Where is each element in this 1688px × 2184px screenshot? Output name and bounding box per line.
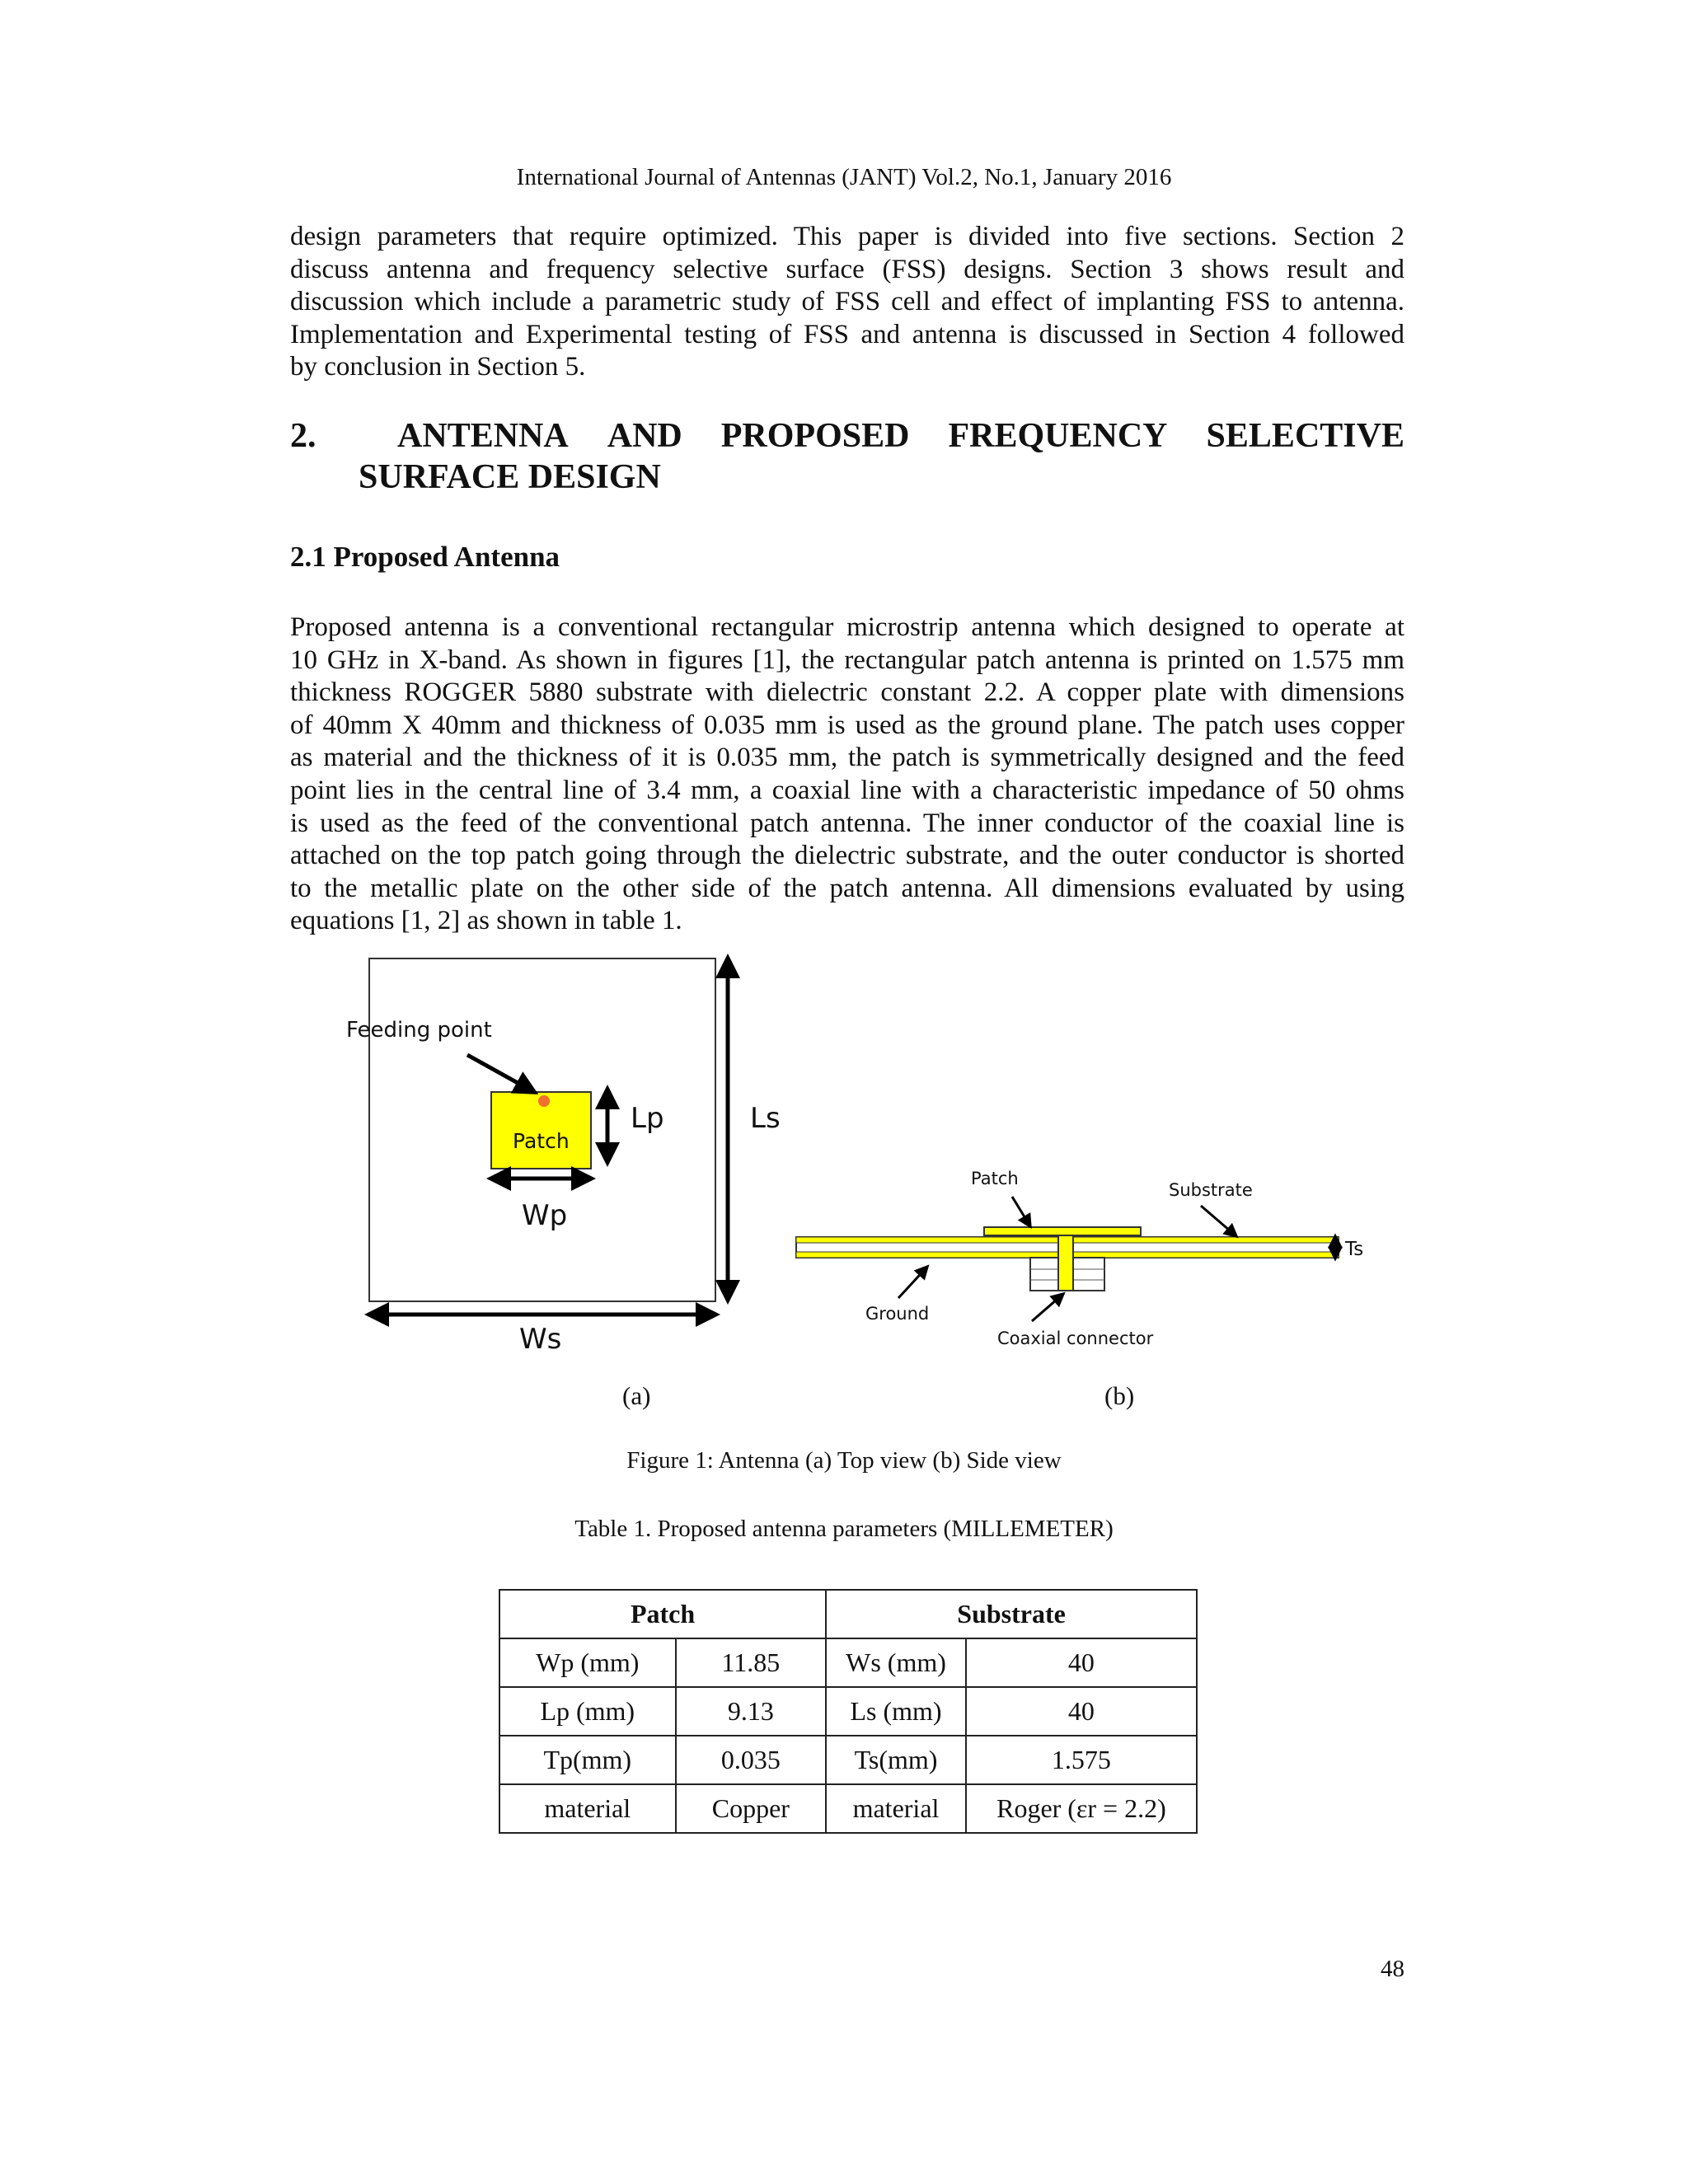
- feeding-point-label: Feeding point: [346, 1018, 492, 1043]
- coax-inner-conductor: [1058, 1235, 1073, 1291]
- ts-label: Ts: [1345, 1239, 1364, 1260]
- subfigure-label-b: (b): [1104, 1381, 1135, 1410]
- section-heading: [290, 415, 1404, 498]
- text-line: discuss antenna and frequency selective surface (FSS) designs. Section 3 shows result and: [290, 254, 1404, 284]
- table-header-row: [499, 1590, 1197, 1638]
- text-line: thickness ROGGER 5880 substrate with dielectric constant 2.2. A copper plate with dimensions: [290, 677, 1404, 708]
- table-cell: Roger (εr = 2.2): [966, 1784, 1197, 1833]
- table-row: [499, 1784, 1197, 1833]
- lp-label: Lp: [631, 1102, 664, 1135]
- heading-word: FREQUENCY: [948, 417, 1168, 455]
- heading-word: AND: [607, 417, 682, 455]
- table-cell: 40: [966, 1638, 1197, 1687]
- text-line: of 40mm X 40mm and thickness of 0.035 mm is used as the ground plane. The patch uses copper: [290, 710, 1404, 740]
- body-paragraph: [290, 612, 1404, 938]
- wp-label: Wp: [522, 1199, 568, 1232]
- text-line: design parameters that require optimized. This paper is divided into five sections. Section 2: [290, 222, 1404, 251]
- feed-point-dot: [538, 1095, 550, 1107]
- ls-label: Ls: [750, 1102, 781, 1135]
- coax-label: Coaxial connector: [997, 1329, 1154, 1348]
- table-cell: 9.13: [676, 1687, 827, 1736]
- table-cell: material: [499, 1784, 676, 1833]
- antenna-figure: [0, 940, 1688, 1376]
- ground-label: Ground: [865, 1304, 930, 1324]
- running-header: International Journal of Antennas (JANT) Vol.2, No.1, January 2016: [516, 164, 1172, 190]
- section-number: 2.: [290, 417, 316, 455]
- side-patch: [984, 1227, 1141, 1235]
- table-cell: Ts(mm): [826, 1736, 966, 1784]
- figure-caption: Figure 1: Antenna (a) Top view (b) Side view: [626, 1447, 1062, 1474]
- table-caption: Table 1. Proposed antenna parameters (MILLEMETER): [574, 1516, 1114, 1542]
- table-row: [499, 1638, 1197, 1687]
- table-cell: Ws (mm): [826, 1638, 966, 1687]
- heading-word: ANTENNA: [397, 417, 569, 455]
- table-cell: 1.575: [966, 1736, 1197, 1784]
- heading-line-2: SURFACE DESIGN: [359, 458, 661, 496]
- page-number: 48: [1381, 1956, 1404, 1982]
- subsection-title: 2.1 Proposed Antenna: [290, 541, 560, 573]
- text-line: discussion which include a parametric study of FSS cell and effect of implanting FSS to antenna.: [290, 287, 1404, 317]
- table-cell: 40: [966, 1687, 1197, 1736]
- substrate-label: Substrate: [1169, 1180, 1253, 1200]
- feed-pointer-arrow: [467, 1055, 534, 1092]
- table-cell: Lp (mm): [499, 1687, 676, 1736]
- ws-label: Ws: [519, 1323, 562, 1356]
- substrate-pointer-arrow: [1201, 1206, 1236, 1236]
- top-view-diagram: [346, 958, 781, 1356]
- text-line: Implementation and Experimental testing of FSS and antenna is discussed in Section 4 followed: [290, 319, 1404, 349]
- heading-word: PROPOSED: [720, 417, 910, 455]
- table-cell: Wp (mm): [499, 1638, 676, 1687]
- ground-pointer-arrow: [898, 1267, 927, 1298]
- table-cell: Copper: [676, 1784, 827, 1833]
- table-header-cell: Patch: [499, 1590, 826, 1638]
- text-line: as material and the thickness of it is 0.035 mm, the patch is symmetrically designed and the feed: [290, 743, 1404, 773]
- subfigure-label-a: (a): [622, 1381, 651, 1410]
- text-line: to the metallic plate on the other side of the patch antenna. All dimensions evaluated by using: [290, 873, 1404, 903]
- coax-pointer-arrow: [1032, 1294, 1063, 1321]
- patch-pointer-arrow: [1012, 1197, 1030, 1226]
- text-line: 10 GHz in X-band. As shown in figures [1], the rectangular patch antenna is printed on 1.575 mm: [290, 644, 1404, 675]
- table-header-cell: Substrate: [826, 1590, 1197, 1638]
- text-line: equations [1, 2] as shown in table 1.: [290, 906, 682, 936]
- text-line: Proposed antenna is a conventional rectangular microstrip antenna which designed to operate at: [290, 612, 1404, 642]
- table-cell: Ls (mm): [826, 1687, 966, 1736]
- table-row: [499, 1687, 1197, 1736]
- side-patch-label: Patch: [971, 1169, 1019, 1188]
- table-cell: Tp(mm): [499, 1736, 676, 1784]
- table-row: [499, 1736, 1197, 1784]
- table-cell: material: [826, 1784, 966, 1833]
- side-view-diagram: [796, 1169, 1363, 1348]
- text-line: point lies in the central line of 3.4 mm, a coaxial line with a characteristic impedance of 50 ohms: [290, 775, 1404, 805]
- text-line: by conclusion in Section 5.: [290, 352, 586, 382]
- table-cell: 0.035: [676, 1736, 827, 1784]
- patch-label: Patch: [513, 1129, 570, 1153]
- intro-paragraph: [290, 221, 1404, 384]
- antenna-parameters-table: [499, 1589, 1198, 1834]
- text-line: attached on the top patch going through the dielectric substrate, and the outer conductor is shorted: [290, 841, 1404, 871]
- table-cell: 11.85: [676, 1638, 827, 1687]
- heading-word: SELECTIVE: [1206, 417, 1404, 455]
- text-line: is used as the feed of the conventional patch antenna. The inner conductor of the coaxial line is: [290, 808, 1404, 838]
